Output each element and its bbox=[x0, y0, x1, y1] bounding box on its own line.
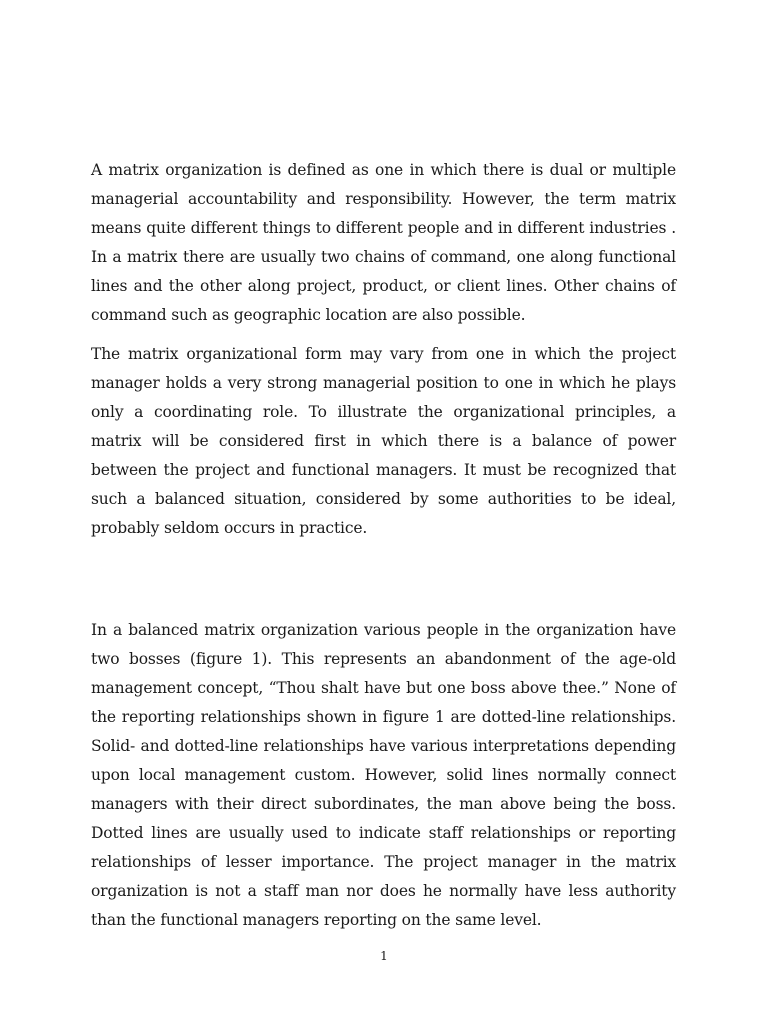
page-number: 1 bbox=[380, 949, 388, 963]
paragraph-balanced-matrix: In a balanced matrix organization various people in the organization have two bosses (figure 1). This represents an abandonment of the age-old management concept, “Thou shalt have but one boss above thee.” None of the reporting relationships shown in figure 1 are dotted-line relationships. Solid- and dotted-line relationships have various interpretations depending upon local management custom. However, solid lines normally connect managers with their direct subordinates, the man above being the boss. Dotted lines are usually used to indicate staff relationships or reporting relationships of lesser importance. The project manager in the matrix organization is not a staff man nor does he normally have less authority than the functional managers reporting on the same level. bbox=[91, 621, 676, 929]
paragraph-matrix-definition: A matrix organization is defined as one in which there is dual or multiple managerial accountability and responsibility. However, the term matrix means quite different things to different people and in different industries . In a matrix there are usually two chains of command, one along functional lines and the other along project, product, or client lines. Other chains of command such as geographic location are also possible. bbox=[91, 161, 676, 324]
paragraph-matrix-forms: The matrix organizational form may vary from one in which the project manager holds a very strong managerial position to one in which he plays only a coordinating role. To illustrate the organizational principles, a matrix will be considered first in which there is a balance of power between the project and functional managers. It must be recognized that such a balanced situation, considered by some authorities to be ideal, probably seldom occurs in practice. bbox=[91, 345, 676, 537]
